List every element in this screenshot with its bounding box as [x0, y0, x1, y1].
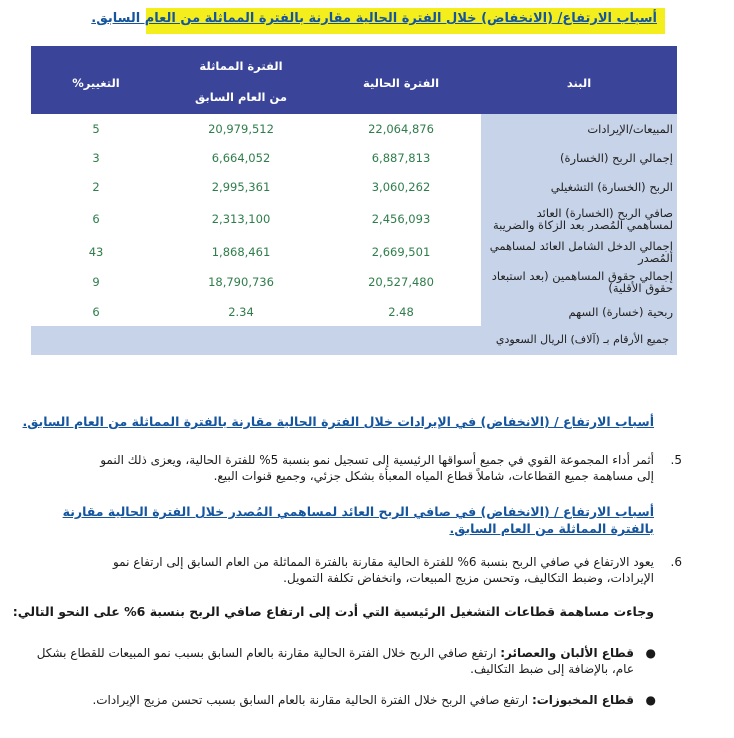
page-title: أسباب الارتفاع/ (الانخفاض) خلال الفترة الحالية مقارنة بالفترة المماثلة من العام السابق.	[91, 11, 657, 26]
row-change: 2	[92, 179, 100, 194]
row-item: إجمالي الدخل الشامل العائد لمساهمي المُصدر	[481, 237, 677, 267]
profit-paragraph	[80, 554, 682, 586]
bullet-item	[34, 645, 656, 677]
title-highlight	[91, 8, 665, 34]
table-row	[31, 237, 677, 267]
row-change: 3	[92, 150, 100, 165]
table-row	[31, 267, 677, 297]
row-current: 2,456,093	[371, 212, 431, 226]
table-row	[31, 114, 677, 143]
bullet-text: ارتفع صافي الربح خلال الفترة الحالية مقارنة بالعام السابق بسبب تحسن مزيج الإيرادات.	[92, 693, 532, 707]
row-prior: 1,868,461	[211, 245, 271, 259]
bullet-label: قطاع المخبوزات:	[531, 693, 634, 707]
table-row	[31, 297, 677, 326]
row-prior: 6,664,052	[211, 150, 271, 165]
paragraph-number: 5.	[670, 453, 682, 467]
row-change: 6	[92, 304, 100, 319]
revenue-paragraph	[94, 452, 682, 484]
row-prior: 2,313,100	[211, 212, 271, 226]
row-change: 43	[88, 245, 104, 259]
header-prior-line1: الفترة المماثلة	[199, 59, 283, 73]
table-row	[31, 143, 677, 172]
bullet-dot-icon: ●	[645, 646, 656, 660]
row-prior: 2,995,361	[211, 179, 271, 194]
row-item: صافي الربح (الخسارة) العائد لمساهمي المُصدر بعد الزكاة والضريبة	[481, 201, 677, 237]
header-current: الفترة الحالية	[362, 76, 440, 90]
header-prior-line2: من العام السابق	[195, 90, 287, 104]
revenue-section-heading: أسباب الارتفاع / (الانخفاض) في الإيرادات خلال الفترة الحالية مقارنة بالفترة المماثلة من العام السابق.	[22, 414, 654, 429]
row-prior: 18,790,736	[208, 275, 274, 289]
table-header	[31, 46, 677, 114]
currency-note: جميع الأرقام بـ (آلاف) الريال السعودي	[495, 333, 669, 346]
bullet-item	[34, 692, 656, 708]
row-item: المبيعات/الإيرادات	[481, 114, 677, 143]
row-item: إجمالي حقوق المساهمين (بعد استبعاد حقوق الأقلية)	[481, 267, 677, 297]
profit-text: يعود الارتفاع في صافي الربح بنسبة 6% للفترة الحالية مقارنة بالفترة المماثلة من العام السابق إلى ارتفاع نمو الإيرادات، وضبط التكاليف، وتحسن مزيج المبيعات، وانخفاض تكلفة التمويل.	[112, 555, 654, 585]
row-current: 22,064,876	[368, 121, 434, 136]
row-change: 5	[92, 121, 100, 136]
paragraph-number: 6.	[670, 555, 682, 569]
contribution-heading: وجاءت مساهمة قطاعات التشغيل الرئيسية التي أدت إلى ارتفاع صافي الربح بنسبة 6% على النحو التالي:	[12, 604, 654, 619]
row-current: 20,527,480	[368, 275, 434, 289]
row-current: 2,669,501	[371, 245, 431, 259]
row-item: إجمالي الربح (الخسارة)	[481, 143, 677, 172]
row-change: 9	[92, 275, 100, 289]
table-row	[31, 172, 677, 201]
financial-table	[31, 46, 677, 355]
row-item: الربح (الخسارة) التشغيلي	[481, 172, 677, 201]
profit-section-heading: أسباب الارتفاع / (الانخفاض) في صافي الربح العائد لمساهمي المُصدر خلال الفترة الحالية مقارنة بالفترة المماثلة من العام السابق.	[62, 504, 654, 536]
row-prior: 2.34	[228, 304, 254, 319]
header-item: البند	[566, 76, 592, 90]
header-change: التغيير%	[72, 76, 120, 90]
table-footer	[31, 326, 677, 355]
bullet-text: ارتفع صافي الربح خلال الفترة الحالية مقارنة بالعام السابق بسبب نمو المبيعات للقطاع بشكل عام، بالإضافة إلى ضبط التكاليف.	[36, 646, 634, 676]
row-item: ربحية (خسارة) السهم	[481, 297, 677, 326]
row-current: 3,060,262	[371, 179, 431, 194]
row-current: 2.48	[388, 304, 414, 319]
table-row	[31, 201, 677, 237]
row-current: 6,887,813	[371, 150, 431, 165]
row-change: 6	[92, 212, 100, 226]
bullet-label: قطاع الألبان والعصائر:	[500, 646, 634, 660]
revenue-text: أثمر أداء المجموعة القوي في جميع أسواقها الرئيسية إلى تسجيل نمو بنسبة 5% للفترة الحالية، ويعزى ذلك النمو إلى مساهمة جميع القطاعات، شاملاً قطاع المياه المعبأة بشكل جزئي، وجميع قنوات البيع.	[100, 453, 654, 483]
row-prior: 20,979,512	[208, 121, 274, 136]
bullet-dot-icon: ●	[645, 693, 656, 707]
